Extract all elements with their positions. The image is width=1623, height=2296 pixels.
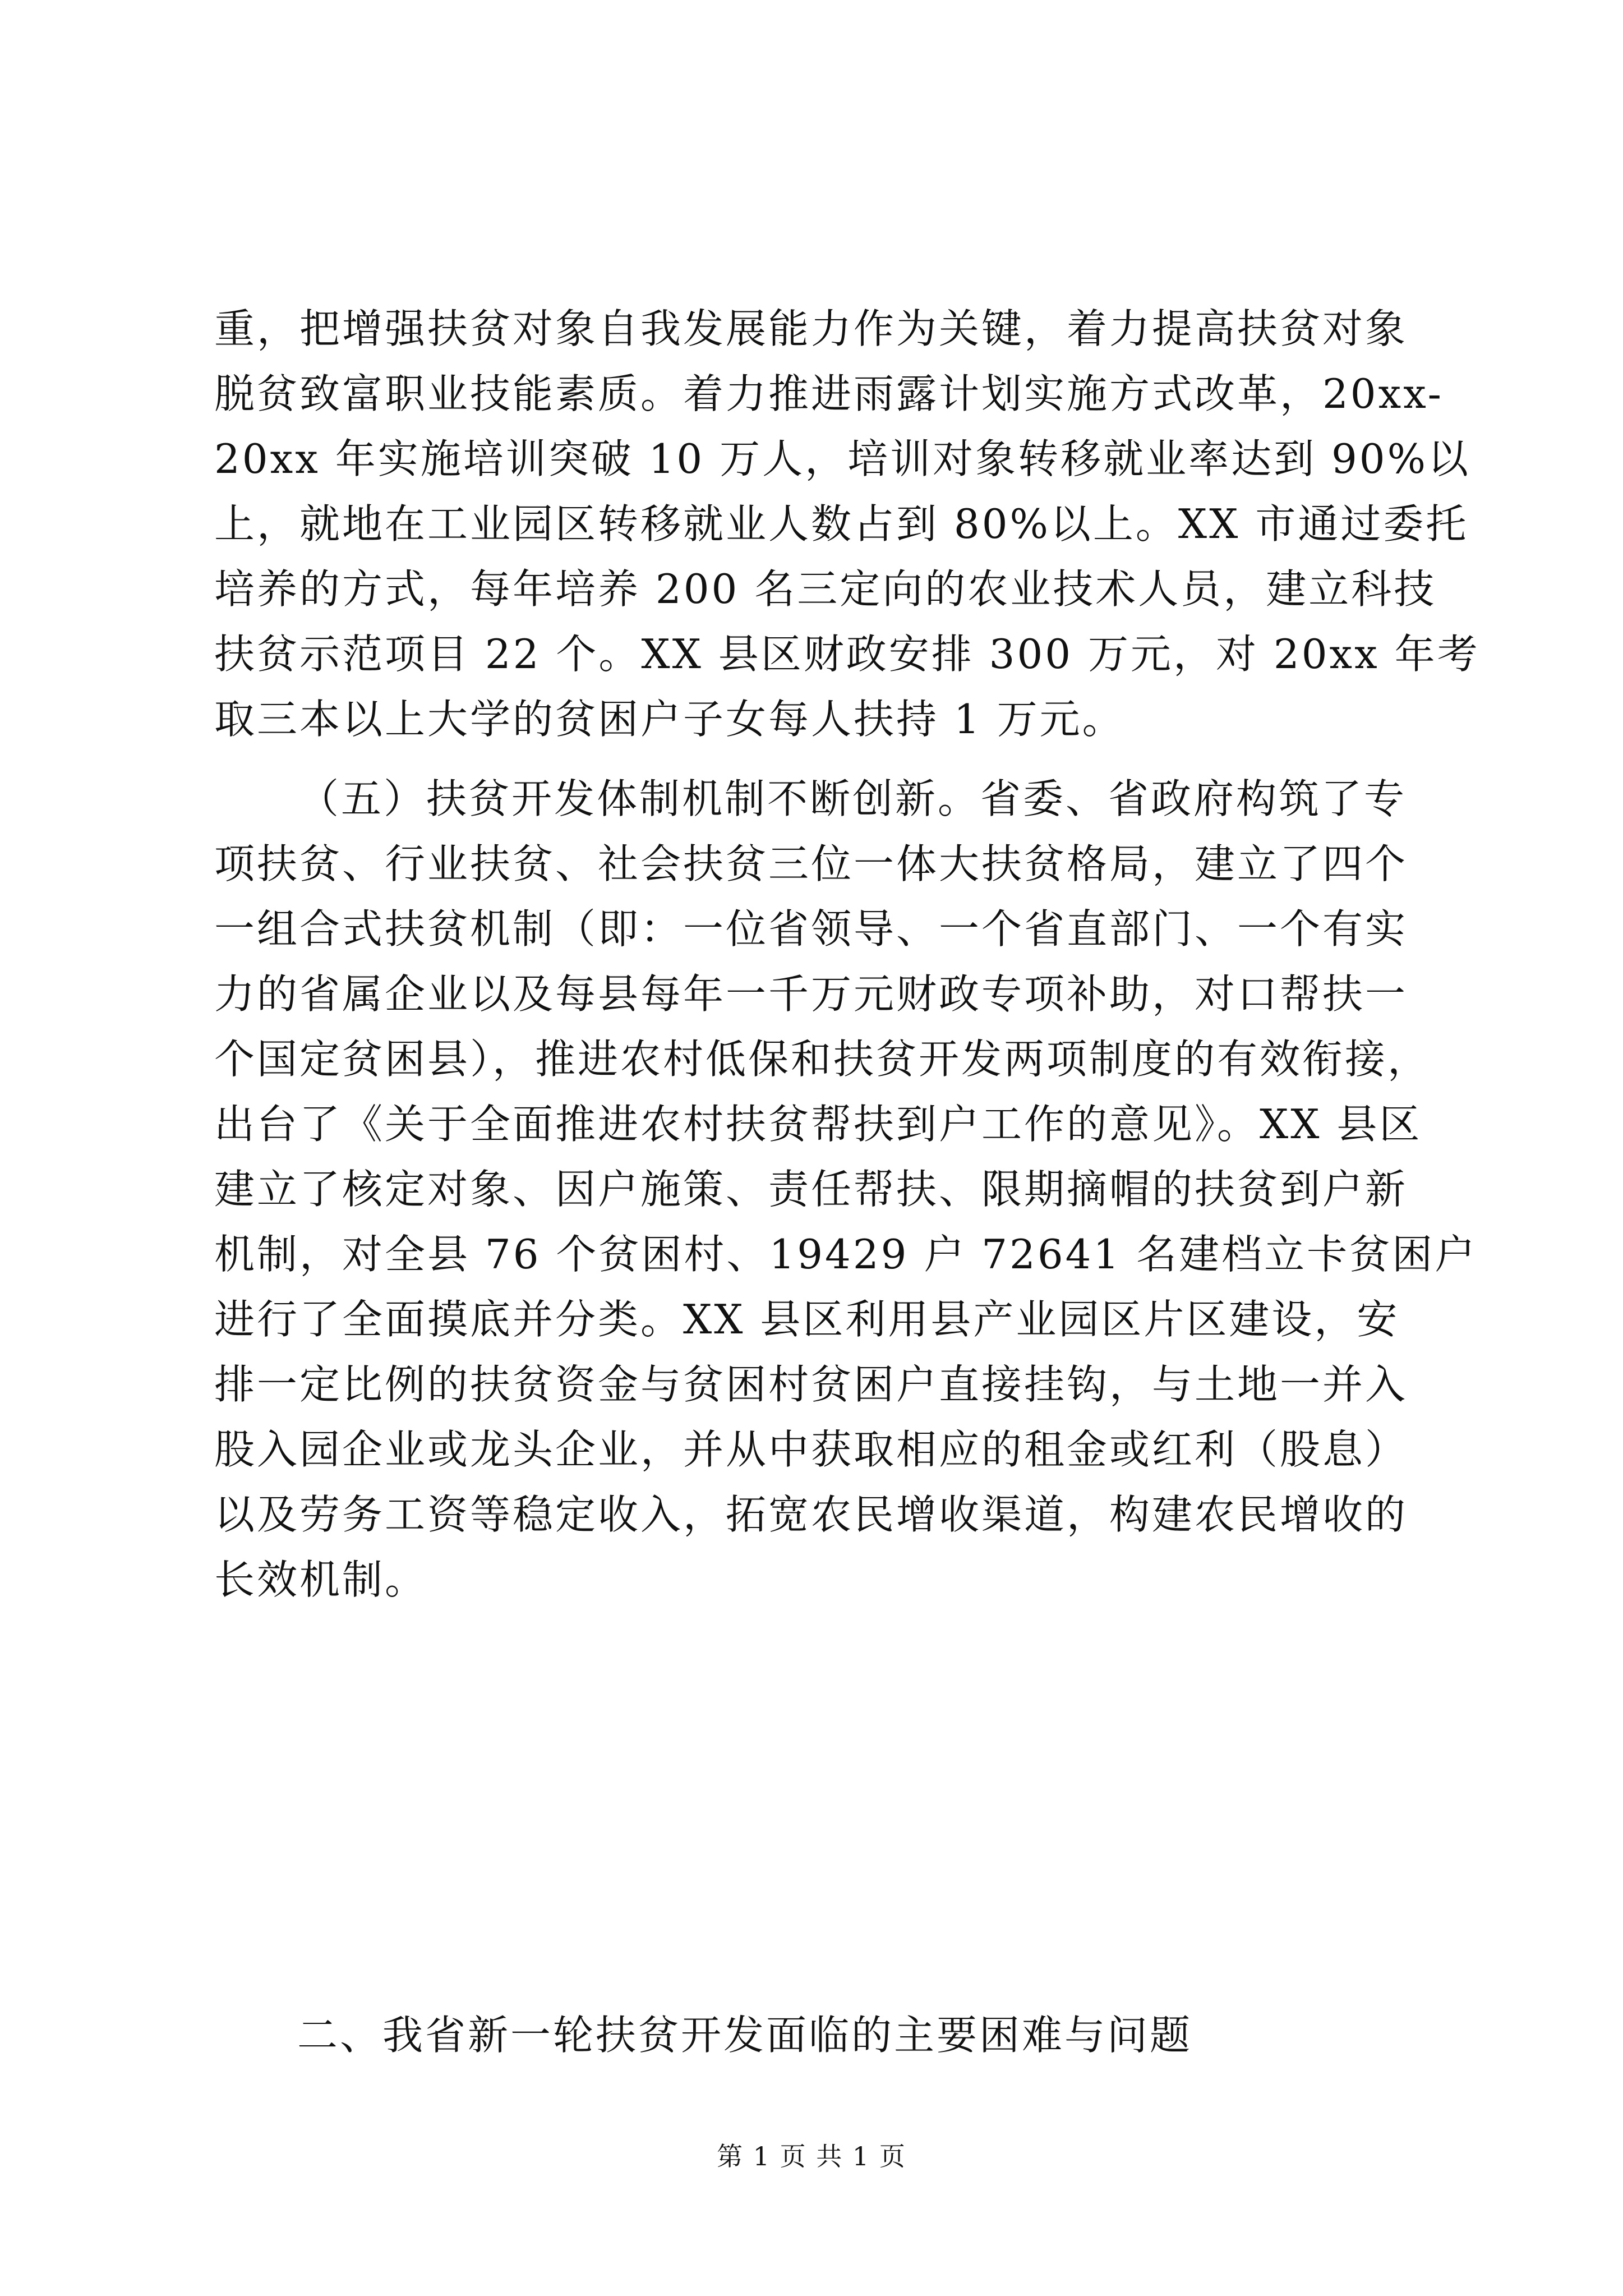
paragraph-spacer xyxy=(214,752,1420,766)
page-footer: 第 1 页 共 1 页 xyxy=(717,2141,906,2171)
section-heading: 二、我省新一轮扶贫开发面临的主要困难与问题 xyxy=(297,2012,1193,2059)
text-line: 排一定比例的扶贫资金与贫困村贫困户直接挂钩，与土地一并入 xyxy=(214,1361,1408,1408)
text-line: 力的省属企业以及每县每年一千万元财政专项补助，对口帮扶一 xyxy=(214,970,1408,1018)
paragraph-2 xyxy=(214,766,1478,1612)
text-line: 培养的方式，每年培养 200 名三定向的农业技术人员，建立科技 xyxy=(214,565,1437,613)
text-line: 一组合式扶贫机制（即：一位省领导、一个省直部门、一个有实 xyxy=(214,905,1408,953)
text-line: 脱贫致富职业技能素质。着力推进雨露计划实施方式改革，20xx- xyxy=(214,370,1444,417)
text-line: 股入园企业或龙头企业，并从中获取相应的租金或红利（股息） xyxy=(214,1426,1408,1473)
text-line: 取三本以上大学的贫困户子女每人扶持 1 万元。 xyxy=(214,696,1125,743)
text-line: 长效机制。 xyxy=(214,1556,428,1603)
text-line: 项扶贫、行业扶贫、社会扶贫三位一体大扶贫格局，建立了四个 xyxy=(214,840,1408,887)
text-line: 上，就地在工业园区转移就业人数占到 80%以上。XX 市通过委托 xyxy=(214,500,1469,547)
text-line: 建立了核定对象、因户施策、责任帮扶、限期摘帽的扶贫到户新 xyxy=(214,1166,1408,1213)
text-line: 机制，对全县 76 个贫困村、19429 户 72641 名建档立卡贫困户 xyxy=(214,1231,1478,1278)
text-line: 出台了《关于全面推进农村扶贫帮扶到户工作的意见》。XX 县区 xyxy=(214,1101,1422,1148)
text-line: 个国定贫困县），推进农村低保和扶贫开发两项制度的有效衔接， xyxy=(214,1036,1431,1083)
text-line: （五）扶贫开发体制机制不断创新。省委、省政府构筑了专 xyxy=(298,775,1407,822)
text-line: 20xx 年实施培训突破 10 万人，培训对象转移就业率达到 90%以 xyxy=(214,435,1471,482)
text-line: 进行了全面摸底并分类。XX 县区利用县产业园区片区建设，安 xyxy=(214,1296,1400,1343)
text-line: 以及劳务工资等稳定收入，拓宽农民增收渠道，构建农民增收的 xyxy=(214,1491,1408,1538)
text-line: 重，把增强扶贫对象自我发展能力作为关键，着力提高扶贫对象 xyxy=(214,305,1408,352)
document-body xyxy=(214,296,1480,1612)
paragraph-1 xyxy=(214,296,1480,752)
text-line: 扶贫示范项目 22 个。XX 县区财政安排 300 万元，对 20xx 年考 xyxy=(214,631,1480,678)
